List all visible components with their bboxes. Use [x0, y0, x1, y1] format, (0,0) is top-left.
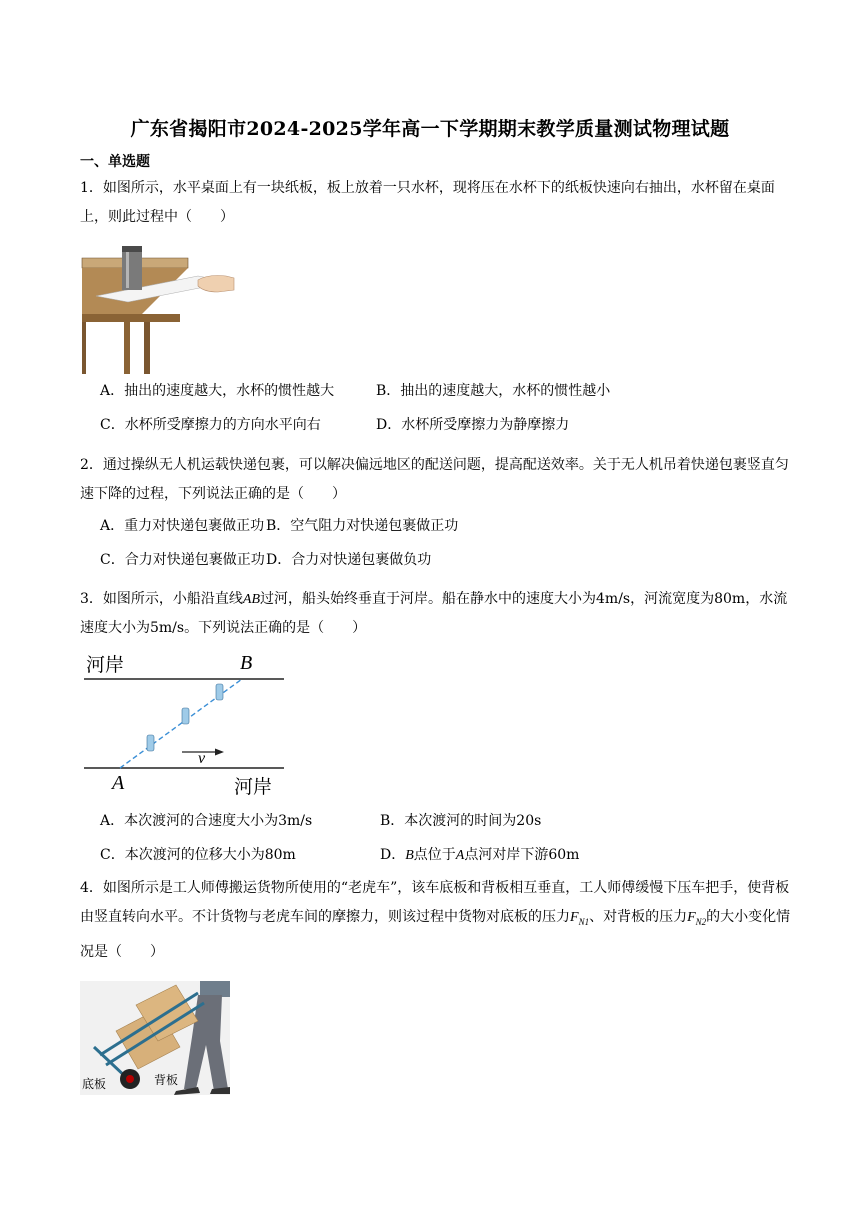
force-subscript-n1: N1	[578, 916, 590, 927]
question-4-stem-post: 的大小变化情况是（ ）	[80, 909, 791, 960]
back-plate-label: 背板	[154, 1073, 179, 1087]
question-2-option-a: A．重力对快递包裹做正功	[100, 518, 265, 534]
question-2-option-c: C．合力对快递包裹做正功	[100, 552, 265, 568]
question-1-stem: 1．如图所示，水平桌面上有一块纸板，板上放着一只水杯，现将压在水杯下的纸板快速向右抽出，水杯留在桌面上，则此过程中（ ）	[80, 180, 775, 225]
option-d-prefix: D．	[380, 847, 406, 863]
question-1-figure	[80, 238, 236, 374]
path-ab-dashed-line	[120, 679, 242, 768]
question-2-option-d: D．合力对快递包裹做负功	[266, 552, 432, 568]
option-d-suffix: 点河对岸下游60m	[464, 847, 580, 863]
bank-label-bottom: 河岸	[234, 776, 273, 798]
velocity-label: v	[198, 750, 206, 767]
force-subscript-n2: N2	[695, 916, 707, 927]
question-2-option-b: B．空气阻力对快递包裹做正功	[266, 518, 459, 534]
question-1-option-b: B．抽出的速度越大，水杯的惯性越小	[376, 383, 611, 399]
question-1-option-d: D．水杯所受摩擦力为静摩擦力	[376, 417, 570, 433]
question-3-stem-pre: 3．如图所示，小船沿直线	[80, 591, 243, 607]
question-1-option-c: C．水杯所受摩擦力的方向水平向右	[100, 417, 321, 433]
boat-icon	[216, 684, 223, 700]
question-1-option-a: A．抽出的速度越大，水杯的惯性越大	[100, 383, 335, 399]
question-4-stem-pre: 4．如图所示是工人师傅搬运货物所使用的“老虎车”，该车底板和背板相互垂直，工人师傅缓慢下压车把手，使背板由竖直转向水平。不计货物与老虎车间的摩擦力，则该过程中货物对底板的压力	[80, 880, 790, 925]
boat-icon	[182, 708, 189, 724]
option-d-point-b: B	[405, 848, 414, 863]
question-3-stem-post: 过河，船头始终垂直于河岸。船在静水中的速度大小为4m/s，河流宽度为80m，水流速度大小为5m/s。下列说法正确的是（ ）	[80, 591, 788, 636]
boat-icon	[147, 735, 154, 751]
question-3-line-ab: AB	[242, 592, 261, 607]
question-3-figure	[82, 650, 288, 798]
option-d-mid: 点位于	[413, 847, 456, 863]
question-3-option-c: C．本次渡河的位移大小为80m	[100, 847, 296, 863]
section-heading: 一、单选题	[80, 154, 150, 170]
point-a-label: A	[112, 772, 125, 794]
force-symbol: F	[570, 910, 579, 925]
question-4-stem-mid: 、对背板的压力	[589, 909, 688, 925]
question-3-option-d	[380, 845, 579, 866]
question-3-option-a: A．本次渡河的合速度大小为3m/s	[100, 813, 313, 829]
point-b-label: B	[240, 652, 253, 674]
option-d-point-a: A	[455, 848, 465, 863]
question-4-stem	[80, 874, 792, 967]
bank-label-top: 河岸	[86, 654, 125, 676]
velocity-arrowhead	[215, 749, 224, 756]
bottom-plate-label: 底板	[82, 1077, 107, 1091]
question-3-stem	[80, 585, 792, 643]
question-3-option-b: B．本次渡河的时间为20s	[380, 813, 542, 829]
page-title: 广东省揭阳市2024-2025学年高一下学期期末教学质量测试物理试题	[130, 118, 730, 140]
question-4-figure	[80, 981, 230, 1095]
question-2-stem: 2．通过操纵无人机运载快递包裹，可以解决偏远地区的配送问题，提高配送效率。关于无人机吊着快递包裹竖直匀速下降的过程，下列说法正确的是（ ）	[80, 457, 789, 502]
force-symbol: F	[687, 910, 696, 925]
